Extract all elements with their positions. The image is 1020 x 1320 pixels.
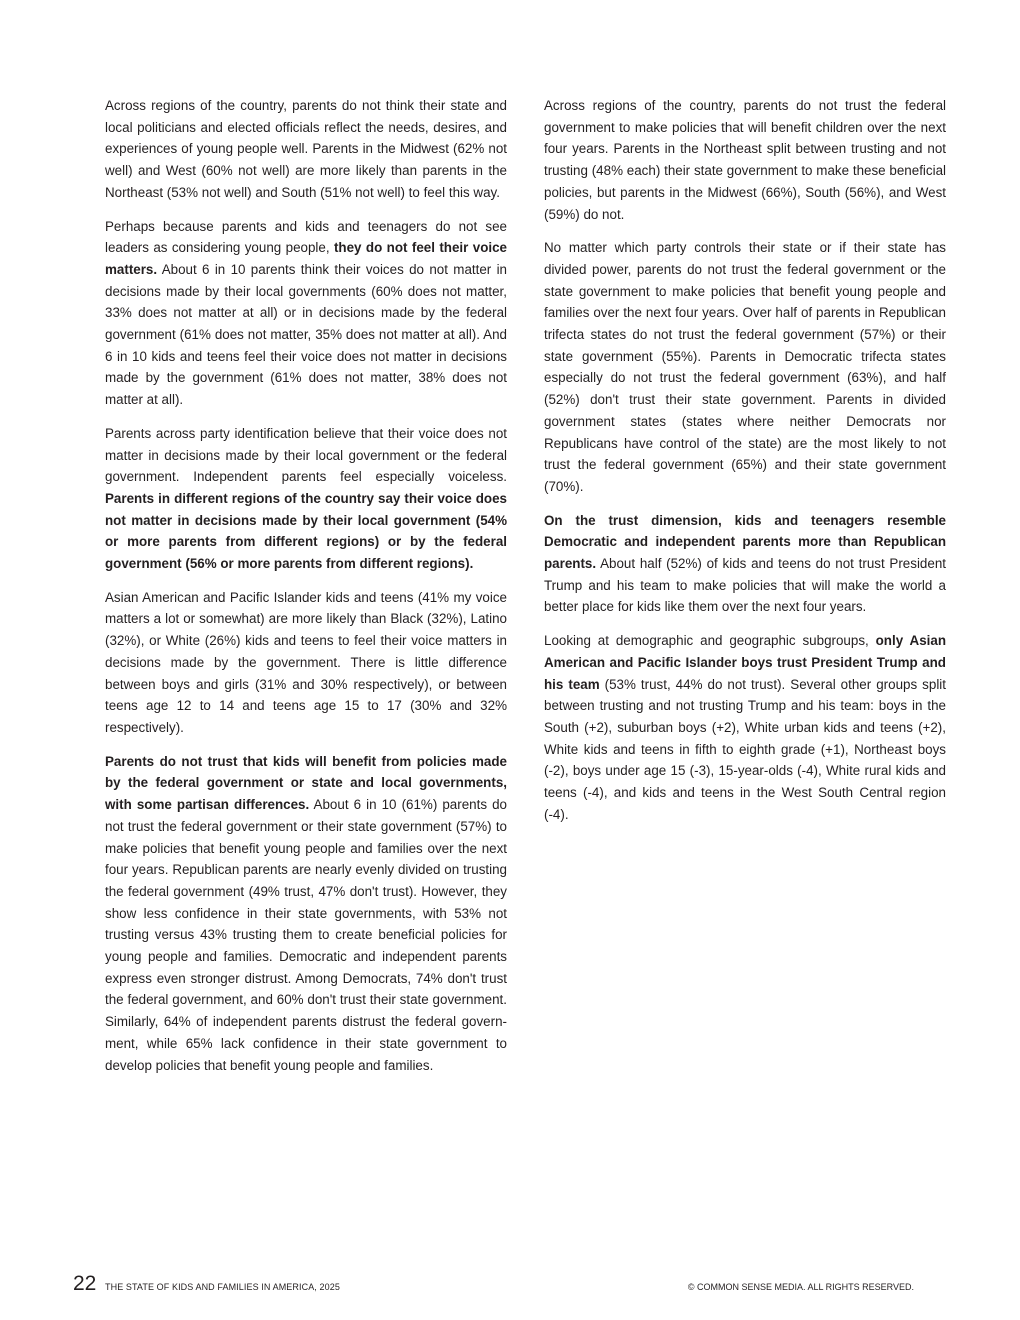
paragraph-subgroups (544, 630, 946, 825)
paragraph-aapi-kids (105, 587, 507, 739)
paragraph-party-identification (105, 423, 507, 575)
paragraph-text: About 6 in 10 parents think their voices do not matter in decisions made by their local governments (60% does not matter, 33% does not matter at all) or in decisions made by the federal government (61% does not matter, 35% does not matter at all). And 6 in 10 kids and teens feel their voice does not matter in decisions made by the government (61% does not matter, 38% does not matter at all). (105, 261, 507, 408)
right-column (544, 95, 946, 838)
paragraph-text: About half (52%) of kids and teens do not trust President Trump and his team to make policies that will make the world a better place for kids like them over the next four years. (544, 556, 946, 615)
page-number: 22 (73, 1272, 97, 1295)
left-column (105, 95, 507, 1088)
paragraph-emphasis: Parents do not trust that kids will benefit from policies made by the federal government or state and local governments, with some partisan differences. (105, 753, 507, 813)
paragraph-emphasis: only Asian American and Pacific Islander boys trust President Trump and his team (544, 633, 946, 692)
paragraph-trust-dimension (544, 510, 946, 619)
paragraph-emphasis: they do not feel their voice matters. (105, 240, 507, 277)
paragraph-emphasis: On the trust dimension, kids and teenagers resemble Democratic and independent parents more than Republican parents. (544, 512, 946, 572)
paragraph-parents-trust (105, 751, 507, 1077)
publication-title: THE STATE OF KIDS AND FAMILIES IN AMERICA, 2025 (105, 1282, 340, 1292)
paragraph-emphasis: Parents in different regions of the country say their voice does not matter in decisions made by their local government (54% or more parents from different regions) or by the federal government (56% or more parents from different regions). (105, 490, 507, 572)
paragraph-regional-officials (105, 95, 507, 204)
paragraph-text: Asian American and Pacific Islander kids and teens (41% my voice matters a lot or somewhat) are more likely than Black (32%), Latino (32%), or White (26%) kids and teens to feel their voice matters in decisions made by the government. There is little difference between boys and girls (31% and 30% respectively), or between teens age 12 to 14 and teens age 15 to 17 (30% and 32% respectively). (105, 589, 507, 735)
paragraph-text: Looking at demographic and geographic subgroups, (544, 633, 876, 649)
page-footer (0, 1272, 1020, 1302)
paragraph-text: Across regions of the country, parents do not think their state and local politicians and elected officials reflect the needs, desires, and experiences of young people well. Parents in the Midwest (62% not well) and West (60% not well) are more likely than parents in the Northeast (53% not well) and South (51% not well) to feel this way. (105, 98, 507, 200)
paragraph-text: Parents across party identification believe that their voice does not matter in decisions made by their local government or the federal government. Independent parents feel especially voiceless. (105, 425, 507, 485)
copyright-notice: © COMMON SENSE MEDIA. ALL RIGHTS RESERVED. (687, 1282, 914, 1292)
paragraph-regional-trust (544, 95, 946, 225)
paragraph-text: Perhaps because parents and kids and teenagers do not see leaders as considering young people, (105, 218, 507, 256)
paragraph-text: (53% trust, 44% do not trust). Several other groups split between trusting and not trusting Trump and his team: boys in the South (+2), suburban boys (+2), White urban kids and teens (+2), White kids and teens in fifth to eighth grade (+1), Northeast boys (-2), boys under age 15 (-3), 15-year-olds (-4), White rural kids and teens (-4), and kids and teens in the West South Central region (-4). (544, 676, 946, 822)
paragraph-voice-matters (105, 216, 507, 411)
paragraph-text: No matter which party controls their state or if their state has divided power, parents do not trust the federal government or the state government to make policies that benefit young people and families over the next four years. Over half of parents in Republican trifecta states do not trust the federal government (57%) or their state government (55%). Parents in Democratic trifecta states especially do not trust the federal government (63%), and half (52%) don't trust their state government. Parents in divided government states (states where neither Democrats nor Republicans have control of the state) are the most likely to not trust the federal government (65%) and their state government (70%). (544, 240, 946, 494)
paragraph-text: Across regions of the country, parents do not trust the federal government to make policies that will benefit children over the next four years. Parents in the Northeast split between trusting and not trusting (48% each) their state government to make these beneficial policies, but parents in the Midwest (66%), South (56%), and West (59%) do not. (544, 98, 946, 222)
paragraph-text: About 6 in 10 (61%) parents do not trust the federal government or their state government (57%) to make policies that benefit young people and families over the next four years. Republican parents are nearly evenly divided on trusting the federal government (49% trust, 47% don't trust). However, they show less confidence in their state governments, with 53% not trusting versus 43% trusting them to create beneficial policies for young people and families. Democratic and independent parents express even stronger distrust. Among Democrats, 74% don't trust the federal government, and 60% don't trust their state government. Similarly, 64% of independent parents distrust the federal government, while 65% lack confidence in their state government to develop policies that benefit young people and families. (105, 797, 507, 1073)
paragraph-party-control (544, 237, 946, 497)
